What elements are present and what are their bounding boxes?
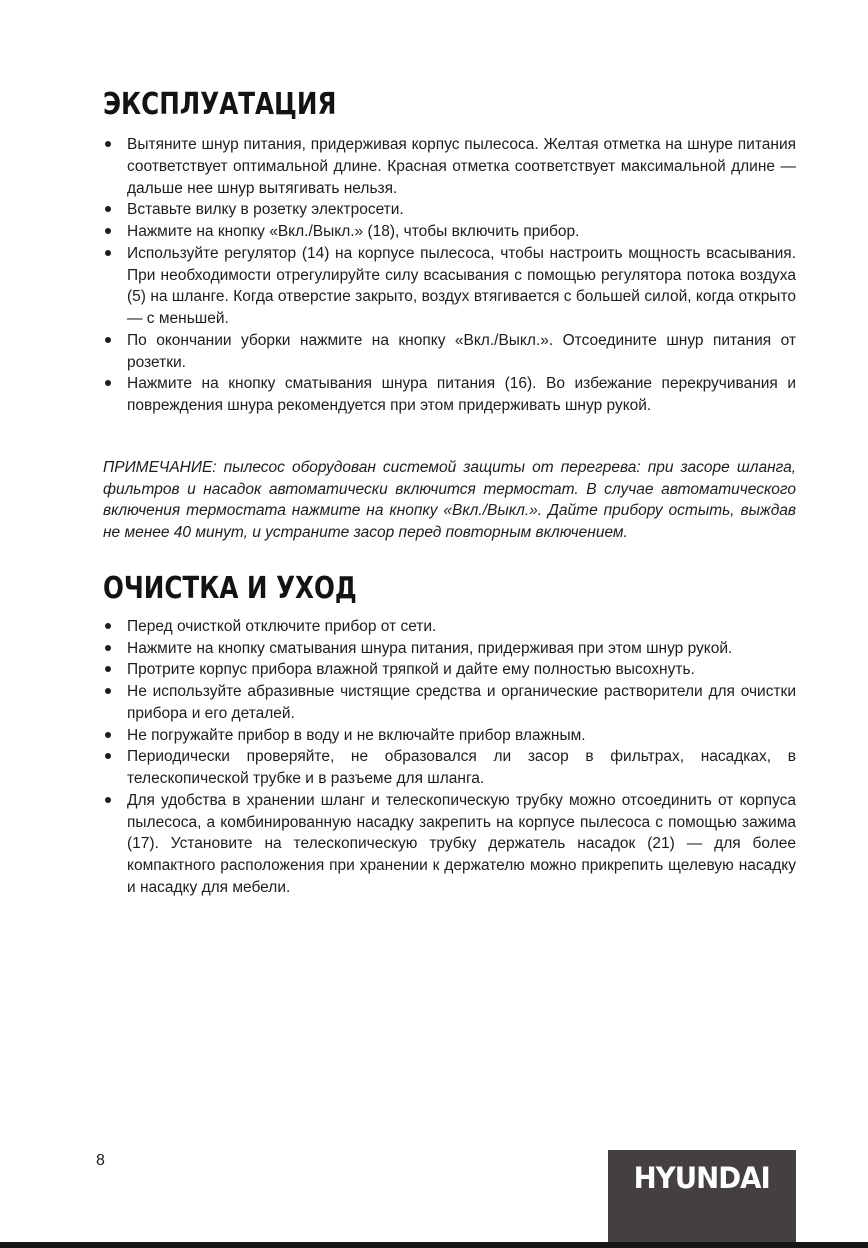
list-item [103, 681, 796, 725]
list-item-text: Для удобства в хранении шланг и телескопическую трубку можно отсоединить от корпуса пылесоса, а комбинированную насадку закрепить на корпусе пылесоса с помощью зажима (17). Установите на телескопическую трубку держатель насадок (21) — для более компактного расположения при хранении к держателю можно прикрепить щелевую насадку и насадку для мебели. [127, 791, 796, 896]
bullet-marker [105, 732, 111, 738]
bullet-marker [105, 228, 111, 234]
section-cleaning-title: ОЧИСТКА И УХОД [103, 570, 357, 606]
bullet-marker [105, 623, 111, 629]
bullet-marker [105, 250, 111, 256]
list-item-text: Вытяните шнур питания, придерживая корпус пылесоса. Желтая отметка на шнуре питания соответствует оптимальной длине. Красная отметка соответствует максимальной длине — дальше нее шнур вытягивать нельзя. [127, 136, 796, 197]
list-item-text: Протрите корпус прибора влажной тряпкой и дайте ему полностью высохнуть. [127, 661, 695, 679]
bullet-marker [105, 380, 111, 386]
bullet-marker [105, 797, 111, 803]
list-item-text: По окончании уборки нажмите на кнопку «Вкл./Выкл.». Отсоедините шнур питания от розетки. [127, 331, 796, 371]
bullet-marker [105, 141, 111, 147]
bullet-marker [105, 206, 111, 212]
list-item [103, 616, 796, 638]
page-bottom-edge [0, 1242, 868, 1248]
list-item-text: Перед очисткой отключите прибор от сети. [127, 617, 437, 635]
list-item [103, 330, 796, 374]
list-item-text: Периодически проверяйте, не образовался ли засор в фильтрах, насадках, в телескопической трубке и в разъеме для шланга. [127, 748, 796, 787]
page-number: 8 [96, 1152, 105, 1169]
page-content [103, 88, 796, 899]
list-item-text: Нажмите на кнопку сматывания шнура питания, придерживая при этом шнур рукой. [127, 639, 733, 657]
list-item-text: Используйте регулятор (14) на корпусе пылесоса, чтобы настроить мощность всасывания. При необходимости отрегулируйте силу всасывания с помощью регулятора потока воздуха (5) на шланге. Когда отверстие закрыто, воздух втягивается с большей силой, когда открыто — с меньшей. [127, 244, 796, 327]
list-item [103, 638, 796, 660]
list-item [103, 221, 796, 243]
bullet-marker [105, 337, 111, 343]
operation-bullet-list [103, 134, 796, 417]
section-operation [103, 88, 796, 544]
list-item [103, 790, 796, 899]
hyundai-logo-text: HYUNDAI [633, 1161, 771, 1195]
list-item [103, 243, 796, 330]
bullet-marker [105, 688, 111, 694]
list-item-text: Вставьте вилку в розетку электросети. [127, 201, 404, 219]
list-item [103, 373, 796, 417]
section-cleaning [103, 572, 796, 899]
list-item [103, 725, 796, 747]
list-item [103, 134, 796, 199]
list-item-text: Не погружайте прибор в воду и не включайте прибор влажным. [127, 726, 586, 744]
list-item-text: Не используйте абразивные чистящие средства и органические растворители для очистки прибора и его деталей. [127, 683, 796, 722]
section-operation-title: ЭКСПЛУАТАЦИЯ [103, 87, 337, 122]
list-item [103, 659, 796, 681]
bullet-marker [105, 666, 111, 672]
list-item [103, 746, 796, 790]
cleaning-bullet-list [103, 616, 796, 899]
hyundai-logo [608, 1150, 796, 1243]
list-item-text: Нажмите на кнопку «Вкл./Выкл.» (18), чтобы включить прибор. [127, 223, 580, 240]
list-item-text: Нажмите на кнопку сматывания шнура питания (16). Во избежание перекручивания и повреждения шнура рекомендуется при этом придерживать шнур рукой. [127, 375, 796, 414]
bullet-marker [105, 645, 111, 651]
list-item [103, 199, 796, 221]
overheat-note: ПРИМЕЧАНИЕ: пылесос оборудован системой защиты от перегрева: при засоре шланга, фильтров и насадок автоматически включится термостат. В случае автоматического включения термостата нажмите на кнопку «Вкл./Выкл.». Дайте прибору остыть, выждав не менее 40 минут, и устраните засор перед повторным включением. [103, 458, 796, 541]
bullet-marker [105, 753, 111, 759]
